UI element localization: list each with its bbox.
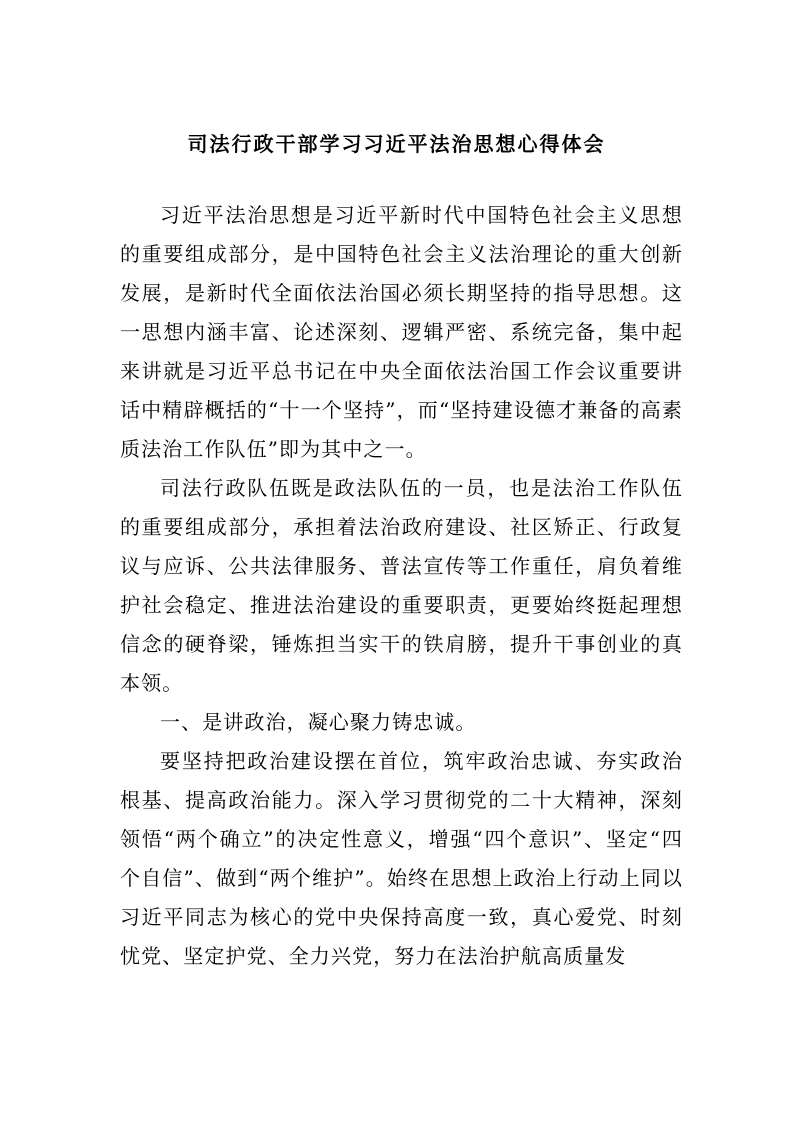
paragraph-team-role: 司法行政队伍既是政法队伍的一员，也是法治工作队伍的重要组成部分，承担着法治政府建设、社区矫正、行政复议与应诉、公共法律服务、普法宣传等工作重任，肩负着维护社会稳定、推进法治建设的重要职责，更要始终挺起理想信念的硬脊梁，锤炼担当实干的铁肩膀，提升干事创业的真本领。 — [120, 476, 683, 695]
document-title: 司法行政干部学习习近平法治思想心得体会 — [187, 132, 606, 156]
paragraph-politics: 要坚持把政治建设摆在首位，筑牢政治忠诚、夯实政治根基、提高政治能力。深入学习贯彻党的二十大精神，深刻领悟“两个确立”的决定性意义，增强“四个意识”、坚定“四个自信”、做到“两个维护”。始终在思想上政治上行动上同以习近平同志为核心的党中央保持高度一致，真心爱党、时刻忧党、坚定护党、全力兴党，努力在法治护航高质量发 — [120, 749, 683, 968]
document-body — [120, 196, 683, 976]
paragraph-intro: 习近平法治思想是习近平新时代中国特色社会主义思想的重要组成部分，是中国特色社会主义法治理论的重大创新发展，是新时代全面依法治国必须长期坚持的指导思想。这一思想内涵丰富、论述深刻、逻辑严密、系统完备，集中起来讲就是习近平总书记在中央全面依法治国工作会议重要讲话中精辟概括的“十一个坚持”，而“坚持建设德才兼备的高素质法治工作队伍”即为其中之一。 — [120, 203, 683, 461]
section-heading-1: 一、是讲政治，凝心聚力铸忠诚。 — [160, 710, 477, 734]
